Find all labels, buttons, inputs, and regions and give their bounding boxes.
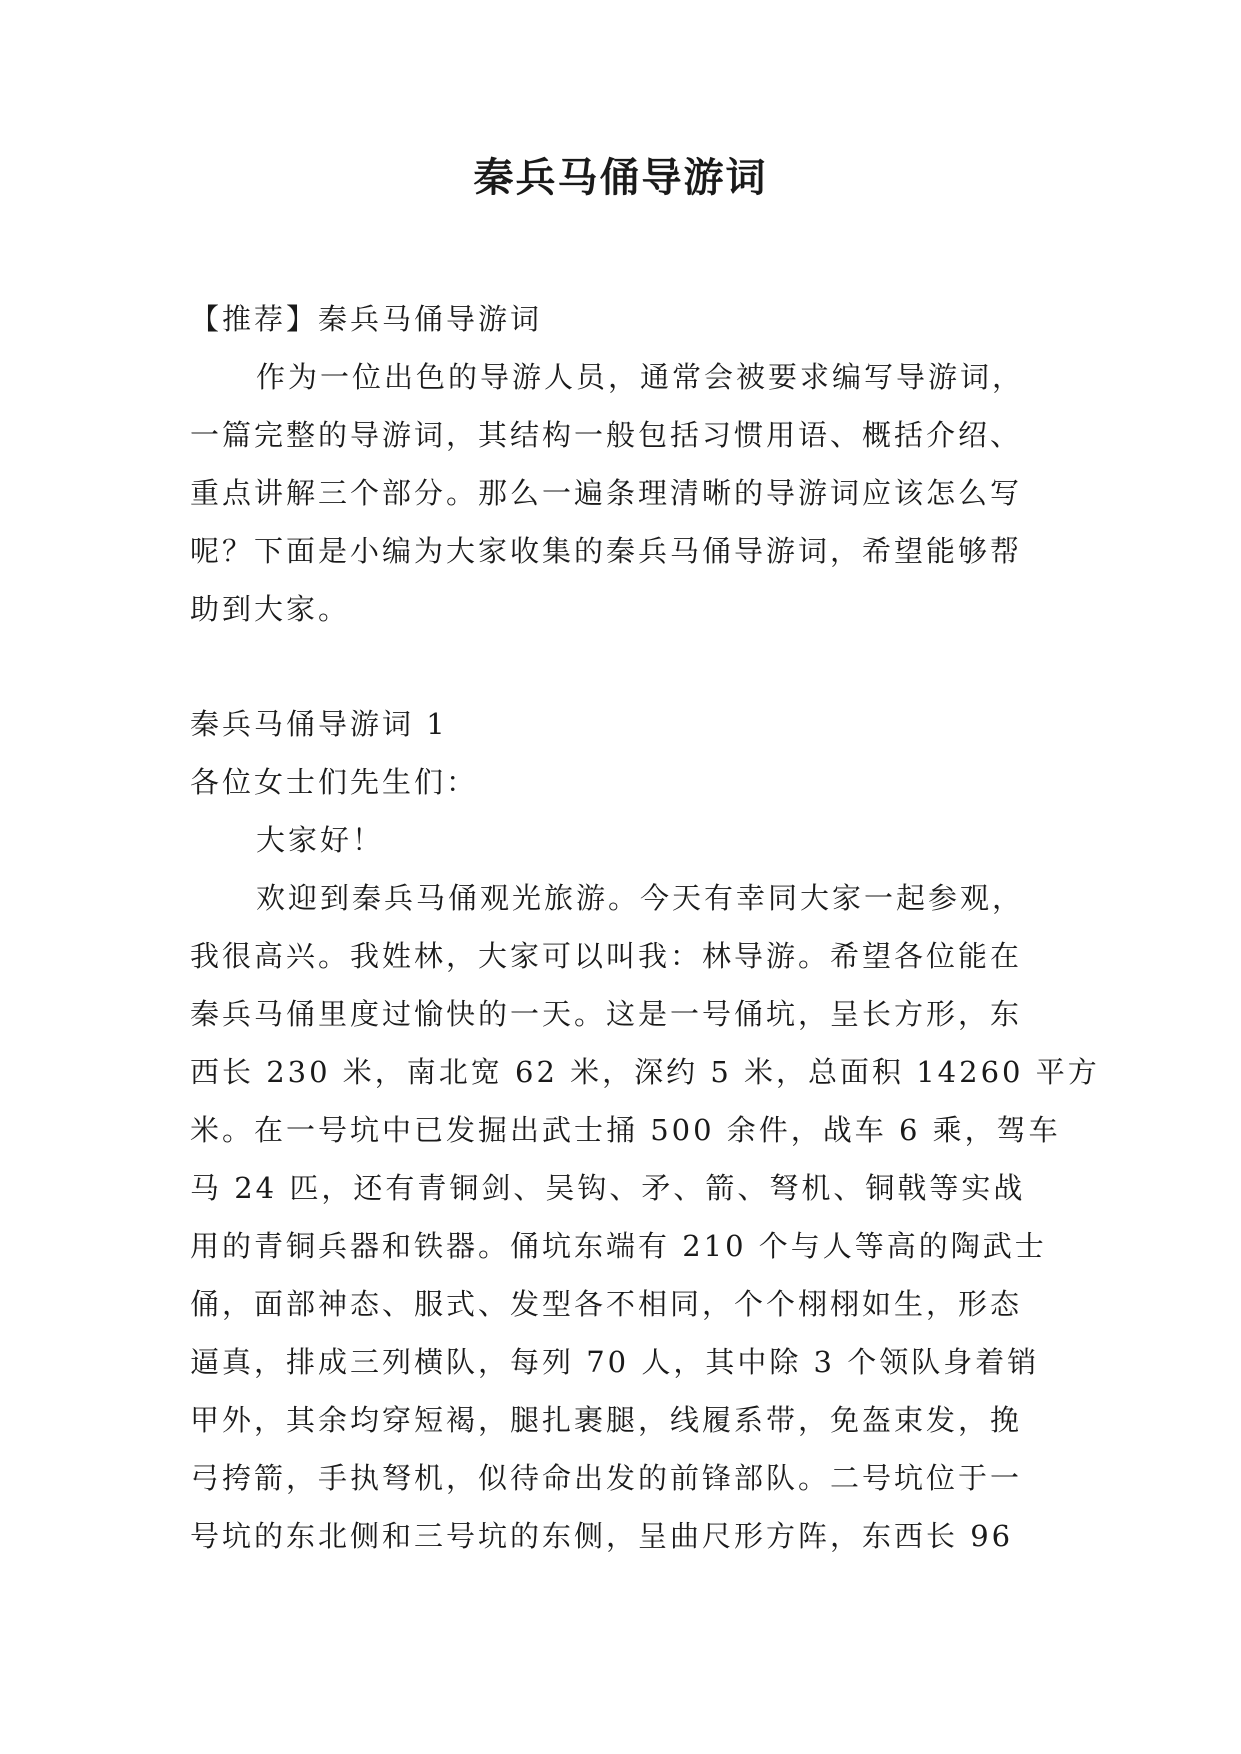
intro-line: 作为一位出色的导游人员，通常会被要求编写导游词， xyxy=(256,360,1025,394)
body-line: 甲外，其余均穿短褐，腿扎裹腿，线履系带，免盔束发，挽 xyxy=(190,1403,1023,1437)
body-line: 我很高兴。我姓林，大家可以叫我：林导游。希望各位能在 xyxy=(190,939,1023,973)
intro-line: 一篇完整的导游词，其结构一般包括习惯用语、概括介绍、 xyxy=(190,418,1023,452)
body-line: 逼真，排成三列横队，每列 70 人，其中除 3 个领队身着销 xyxy=(190,1345,1040,1379)
section-heading: 秦兵马俑导游词 1 xyxy=(190,707,448,741)
intro-line: 助到大家。 xyxy=(190,592,351,626)
body-line: 用的青铜兵器和铁器。俑坑东端有 210 个与人等高的陶武士 xyxy=(190,1229,1047,1263)
body-line: 欢迎到秦兵马俑观光旅游。今天有幸同大家一起参观， xyxy=(256,881,1025,915)
greeting: 大家好！ xyxy=(256,823,385,857)
body-line: 秦兵马俑里度过愉快的一天。这是一号俑坑，呈长方形，东 xyxy=(190,997,1023,1031)
body-line: 弓挎箭，手执弩机，似待命出发的前锋部队。二号坑位于一 xyxy=(190,1461,1023,1495)
body-line: 俑，面部神态、服式、发型各不相同，个个栩栩如生，形态 xyxy=(190,1287,1023,1321)
body-line: 号坑的东北侧和三号坑的东侧，呈曲尺形方阵，东西长 96 xyxy=(190,1519,1014,1553)
intro-line: 呢？下面是小编为大家收集的秦兵马俑导游词，希望能够帮 xyxy=(190,534,1023,568)
body-line: 西长 230 米，南北宽 62 米，深约 5 米，总面积 14260 平方 xyxy=(190,1055,1100,1089)
intro-line: 重点讲解三个部分。那么一遍条理清晰的导游词应该怎么写 xyxy=(190,476,1023,510)
body-line: 米。在一号坑中已发掘出武士捅 500 余件，战车 6 乘，驾车 xyxy=(190,1113,1061,1147)
body-line: 马 24 匹，还有青铜剑、吴钩、矛、箭、弩机、铜戟等实战 xyxy=(190,1171,1026,1205)
paragraph-gap xyxy=(190,638,1060,695)
recommend-line: 【推荐】秦兵马俑导游词 xyxy=(190,302,543,336)
document-body xyxy=(190,290,1100,1565)
salutation: 各位女士们先生们： xyxy=(190,765,479,799)
document-title: 秦兵马俑导游词 xyxy=(473,155,768,201)
